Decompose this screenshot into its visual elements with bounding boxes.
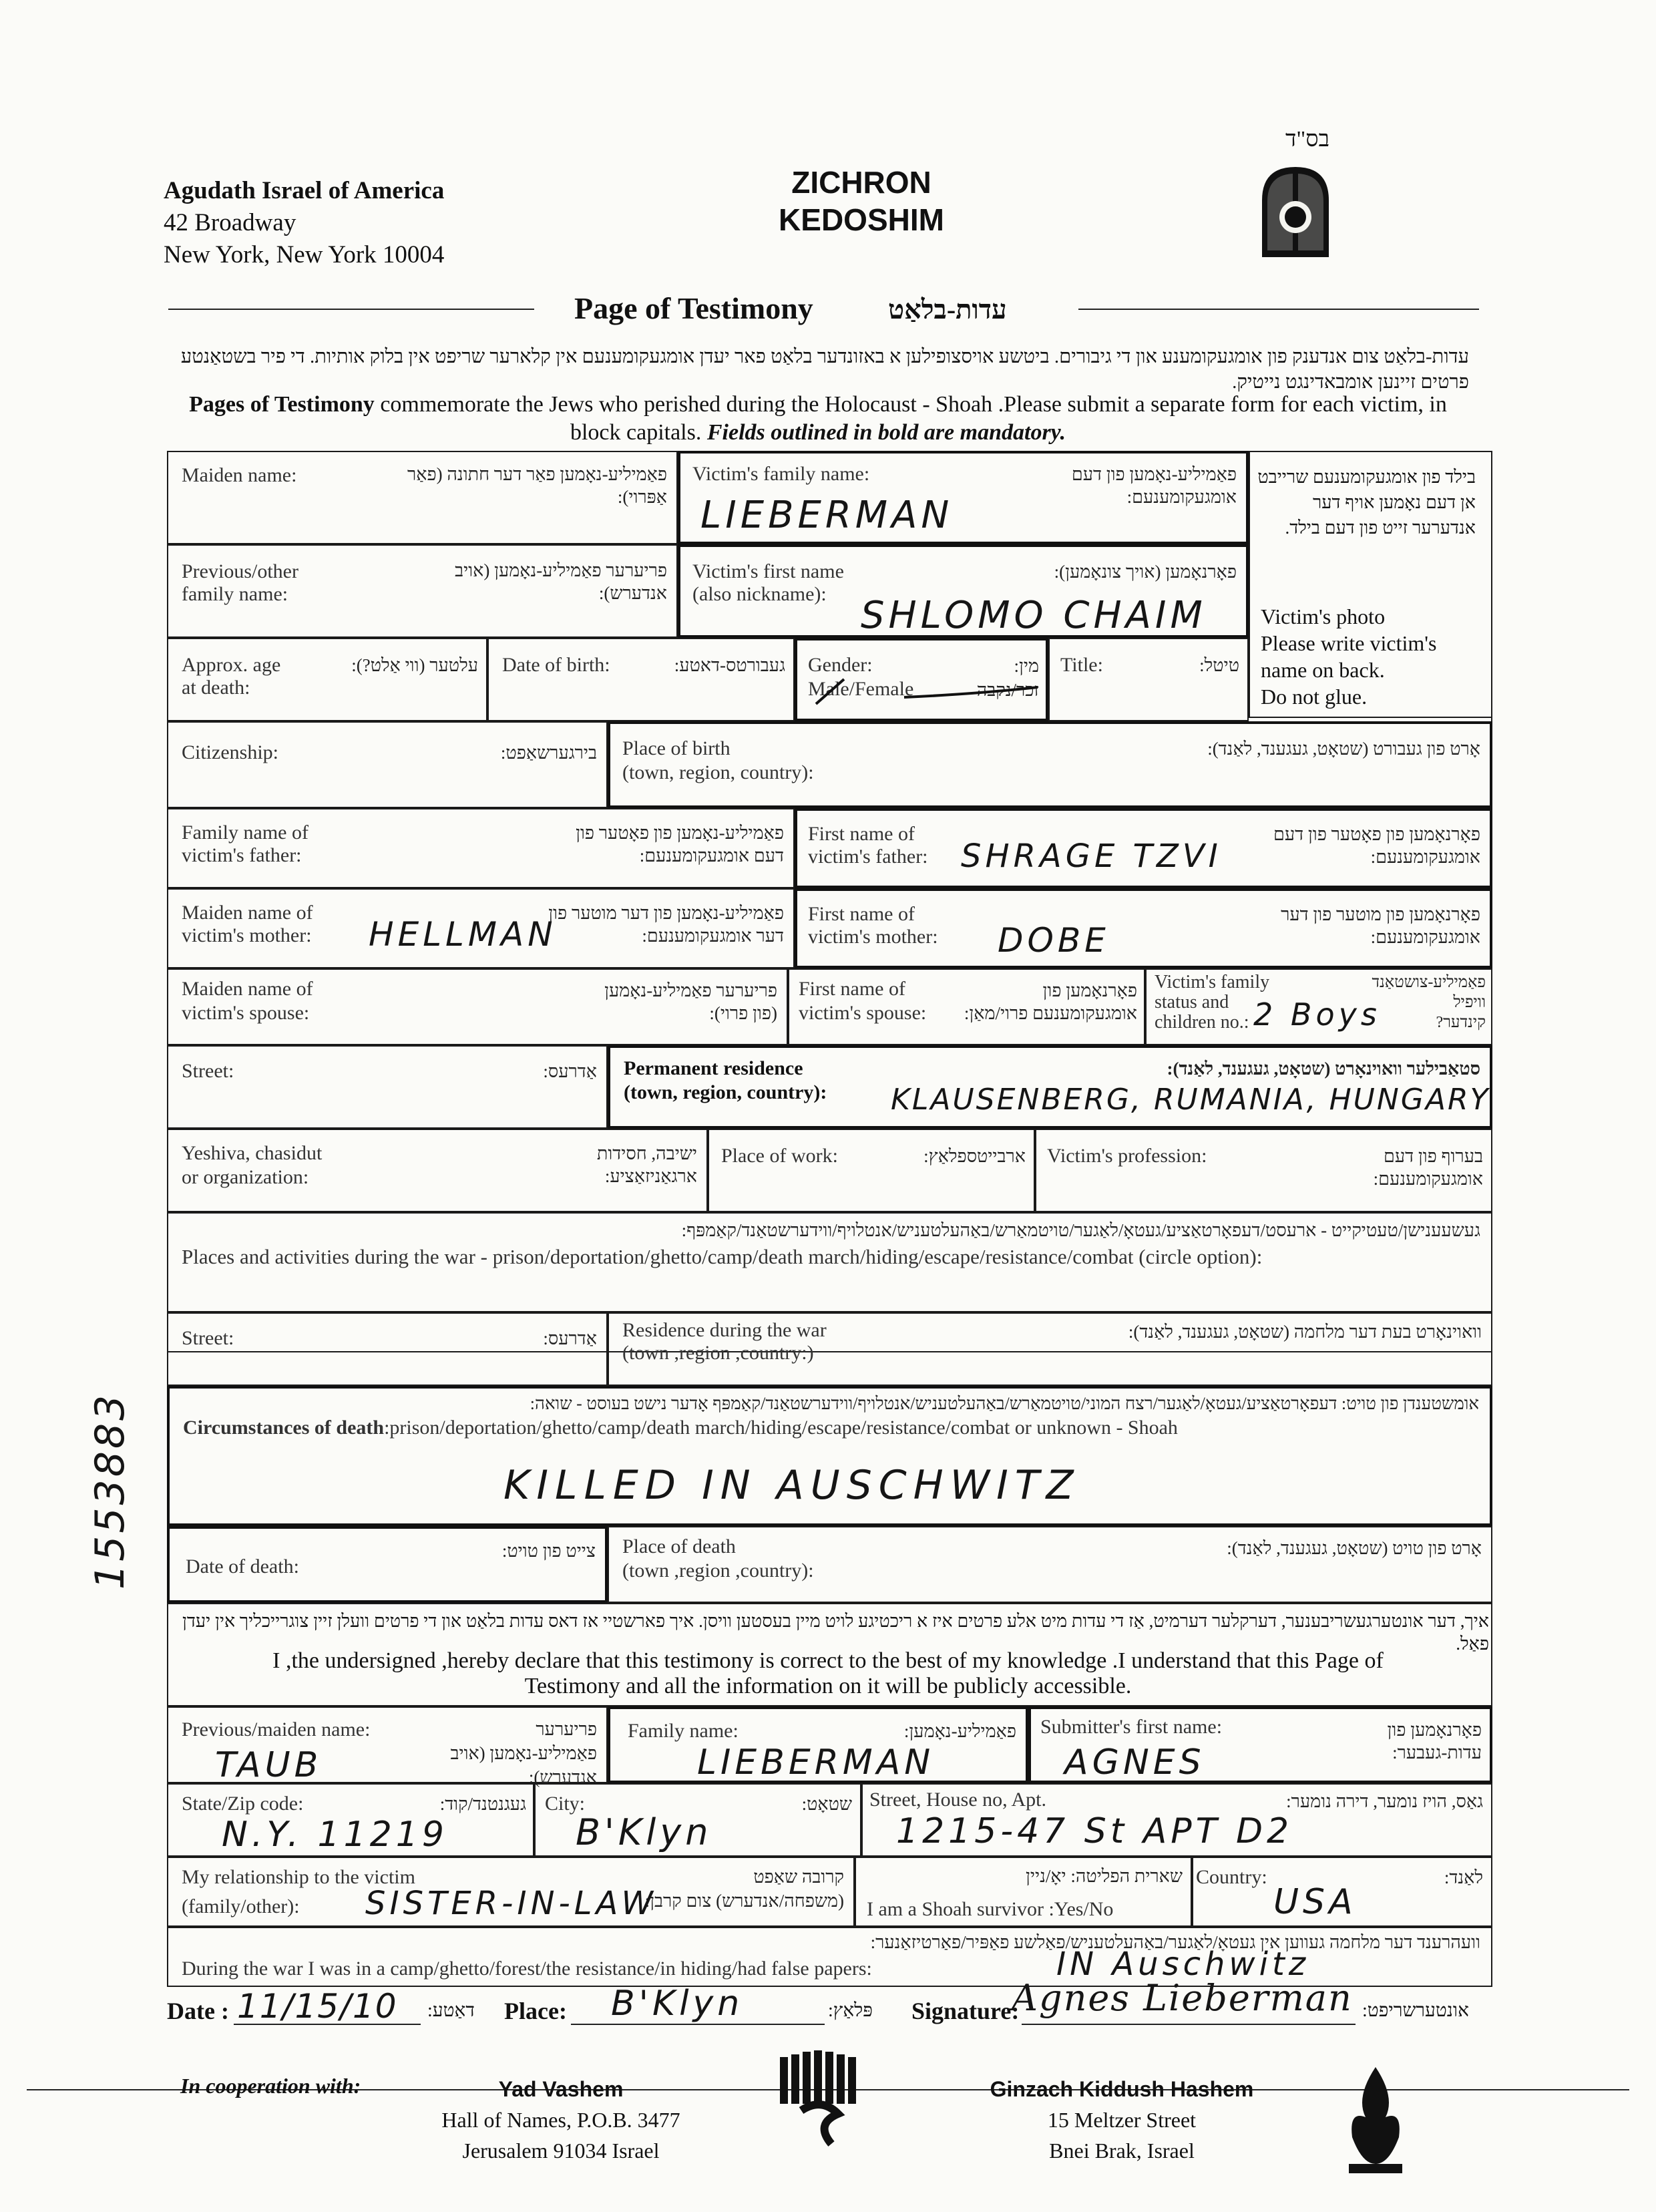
submitter-country-label: Country: [1196,1866,1267,1888]
citizenship-field[interactable] [167,721,608,808]
submitter-first-label: Submitter's first name: [1040,1716,1223,1738]
intro-english [167,391,1469,447]
place-of-work-field[interactable] [708,1129,1035,1212]
father-first-yiddish: פאָרנאָמען פון פאָטער פון דעם אומגעקומענעם: [1273,824,1480,867]
pob-label-1: Place of birth [622,737,731,759]
yad-vashem-block [414,2074,708,2166]
mother-first-name-field[interactable] [795,888,1492,968]
street-field-2[interactable] [167,1312,608,1386]
submitter-country-value: USA [1273,1882,1357,1922]
war-activities-label: Places and activities during the war - prison/deportation/ghetto/camp/death march/hiding/escape/resistance/combat (circle option): [182,1245,1263,1268]
submitter-zip-yiddish: געגנטנד/קוד: [439,1794,526,1814]
declaration-yiddish: איך, דער אונטערגעשריבענער, דערקלער דערמיט, אַז די עדות מיט אלע פרטים איז א ריכטיגע לויט מיין בעסטען וויסן. איך פארשטיי אז דאס עדות בלאַט און די פרטים וועלן זיין צוגרייכליך אין יעדן פאַל. [182,1611,1489,1654]
date-value[interactable]: 11/15/10 [237,1987,398,2026]
title-label: Title: [1060,654,1103,676]
date-yiddish: דאַטע: [427,2000,475,2021]
victim-family-name-label: Victim's family name: [692,463,870,485]
war-res-yiddish: וואוינאָרט בעת דער מלחמה (שטאָט, געגענד, לאַנד): [1128,1322,1482,1342]
street-1-label: Street: [182,1060,234,1082]
family-status-field[interactable] [1145,968,1492,1045]
submitter-city-field[interactable] [534,1783,861,1857]
date-label: Date : [167,1998,229,2024]
mother-maiden-label-2: victim's mother: [182,924,312,946]
yeshiva-label-1: Yeshiva, chasidut [182,1142,323,1164]
mother-first-label-2: victim's mother: [808,926,938,948]
pob-label-2: (town, region, country): [622,761,814,783]
spouse-first-yiddish: פאָרנאָמען פון אומגעקומענעם פרוי/מאַן: [964,980,1137,1023]
yad-vashem-address-1: Hall of Names, P.O.B. 3477 [441,2108,680,2132]
father-family-label-2: victim's father: [182,844,302,866]
age-label-1: Approx. age [182,654,281,676]
circumstances-of-death-field[interactable] [167,1386,1492,1526]
perm-res-label-1: Permanent residence [624,1057,803,1079]
citizenship-label: Citizenship: [182,741,278,763]
first-name-value: SHLOMO CHAIM [861,594,1207,637]
submitter-zip-label: State/Zip code: [182,1793,304,1815]
submitter-family-name-field[interactable] [608,1706,1028,1783]
submitter-street-label: Street, House no, Apt. [869,1789,1046,1811]
submitter-first-yiddish: פאָרנאָמען פון עדות-געבער: [1387,1720,1482,1763]
photo-label: Victim's photo [1261,604,1386,628]
submitter-family-label: Family name: [628,1720,739,1742]
gender-yiddish: מין: זכר/נקבה [976,656,1039,700]
gender-options: Male/Female [808,678,914,700]
first-name-label-2: (also nickname): [692,583,827,605]
submitter-zip-value: N.Y. 11219 [222,1815,448,1855]
yad-vashem-address-2: Jerusalem 91034 Israel [462,2139,660,2163]
spouse-first-name-field[interactable] [788,968,1145,1045]
family-status-yiddish: פאַמיליע-צושטאַנד וויפיל קינדער? [1372,974,1486,1031]
gender-label: Gender: [808,654,873,676]
mother-maiden-name-field[interactable] [167,888,795,968]
family-status-label-1: Victim's family [1155,972,1270,992]
father-first-label-2: victim's father: [808,846,928,868]
photo-note-3: Do not glue. [1261,685,1368,709]
place-of-death-field[interactable] [608,1526,1492,1603]
submitter-country-field[interactable] [1192,1857,1492,1927]
submitter-zip-field[interactable] [167,1783,534,1857]
spouse-maiden-label-2: victim's spouse: [182,1002,310,1024]
relationship-value: SISTER-IN-LAW [365,1885,657,1922]
pod-label-2: (town ,region ,country): [622,1559,814,1582]
org-city: New York, New York 10004 [164,241,445,268]
place-yiddish: פּלאַץ: [828,2000,873,2021]
submitter-family-yiddish: פאַמיליע-נאָמען: [903,1721,1016,1741]
perm-res-label-2: (town, region, country): [624,1081,827,1103]
intro-mandatory-note: Fields outlined in bold are mandatory. [701,420,1066,445]
declaration-line-1: I ,the undersigned ,hereby declare that this testimony is correct to the best of my knowledge .I understand that this Page of [272,1648,1384,1673]
family-status-label-3: children no.: [1155,1012,1249,1033]
yeshiva-yiddish: ישיבה, חסידות ארגאַניזאַציע: [596,1143,697,1186]
circumstances-label: Circumstances of death [183,1417,385,1439]
flame-logo-icon [1335,2064,1416,2177]
photo-note-2: name on back. [1261,658,1385,682]
place-label: Place: [504,1998,567,2024]
gender-strike-mark [804,667,1044,714]
header-rule-right [1078,309,1479,310]
ginzach-address-1: 15 Meltzer Street [1047,2108,1197,2132]
citizenship-yiddish: בירגערשאַפט: [500,743,597,763]
father-first-name-field[interactable] [795,808,1492,888]
street-2-yiddish: אַדרעס: [543,1328,597,1348]
submitter-family-value: LIEBERMAN [697,1742,935,1783]
signature-yiddish: אונטערשריפט: [1362,2000,1469,2021]
perm-res-yiddish: סטאַבילער וואוינאָרט (שטאָט, געגענד, לאַנד): [1167,1059,1480,1079]
title-yiddish: טיטל: [1199,655,1239,675]
first-name-label-1: Victim's first name [692,560,844,582]
organization-block [164,175,444,271]
relationship-yiddish: קרובה שאַפט (משפחה/אנדערש) צום קרבן: [644,1867,844,1911]
permanent-residence-field[interactable] [608,1045,1492,1129]
war-res-label-2: (town ,region ,country:) [622,1342,814,1364]
submitter-street-yiddish: גאַס, הויז נומער, דירה נומער: [1286,1791,1483,1811]
mother-first-label-1: First name of [808,903,915,925]
first-name-yiddish: פאָרנאָמען (אויך צונאָמען): [1054,562,1237,582]
age-label-2: at death: [182,677,250,699]
title-line-2: KEDOSHIM [779,202,944,237]
during-war-yiddish: וועהרענד דער מלחמה געווען אין געטאָ/לאַגער/באַהעלטעניש/פאַלשע פאַפּיר/פאַרטיזאַנער: [870,1932,1480,1952]
street-2-label: Street: [182,1327,234,1349]
submitter-first-name-field[interactable] [1028,1706,1492,1783]
profession-yiddish: בערוף פון דעם אומגעקומענעם: [1373,1146,1483,1189]
intro-rest: commemorate the Jews who perished during the Holocaust - Shoah .Please submit a separate form for each victim, in block capitals. [374,392,1447,445]
yad-vashem-name: Yad Vashem [498,2077,624,2101]
father-first-value: SHRAGE TZVI [961,838,1222,875]
victim-family-name-value: LIEBERMAN [700,494,954,537]
place-line [571,2024,825,2025]
date-of-death-field[interactable] [167,1526,608,1603]
gender-field[interactable] [795,638,1048,721]
dod-yiddish: צייט פון טויט: [501,1541,596,1561]
intro-bold: Pages of Testimony [189,392,375,417]
father-family-yiddish: פאַמיליע-נאָמען פון פאָטער פון דעם אומגעקומענעם: [576,823,784,866]
mother-first-yiddish: פאָרנאָמען פון מוטער פון דער אומגעקומענעם: [1281,904,1480,947]
signature-line [1022,2024,1356,2025]
war-residence-field[interactable] [608,1312,1492,1386]
dob-label: Date of birth: [502,654,610,676]
father-first-label-1: First name of [808,823,915,845]
yeshiva-field[interactable] [167,1129,708,1212]
survivor-label: I am a Shoah survivor :Yes/No [867,1898,1114,1920]
submitter-street-value: 1215-47 St APT D2 [896,1811,1293,1851]
spouse-maiden-yiddish: פריערער פאַמיליע-נאָמען (פון פרוי): [604,980,777,1023]
tablets-logo-icon [1255,160,1335,260]
pod-yiddish: אָרט פון טויט (שטאָט, געגענד, לאַנד): [1227,1538,1482,1558]
spouse-first-label-1: First name of [799,978,905,1000]
title-field[interactable] [1048,638,1249,721]
spouse-maiden-name-field[interactable] [167,968,788,1045]
date-of-birth-field[interactable] [487,638,795,721]
circumstances-yiddish: אומשטענדן פון טויט: דעפאָרטאַציע/געטאָ/לאַגער/רצח המוני/טויטמאַרש/באַהעלטעניש/אנטלויף/ווידערשטאַנד/קאַמפּף אָדער נישט בעוסט - שואה: [530,1394,1479,1413]
photo-instructions [1261,603,1481,710]
relationship-label-2: (family/other): [182,1895,300,1917]
victim-family-name-field[interactable] [678,451,1249,544]
mother-maiden-label-1: Maiden name of [182,902,313,924]
yeshiva-label-2: or organization: [182,1166,309,1188]
profession-label: Victim's profession: [1047,1145,1207,1167]
cooperation-label: In cooperation with: [180,2074,361,2098]
relationship-label-1: My relationship to the victim [182,1866,415,1888]
war-activities-yiddish: געשעענישן/טעטיקייט - ארעסט/דעפאָרטאַציע/געטאָ/לאַגער/טויטמאַרש/באַהעלטעניש/אנטלויף/ווידערשטאַנד/קאַמפּף: [681,1220,1480,1240]
ginzach-block [948,2074,1295,2166]
photo-instructions-yiddish: בילד פון אומגעקומענעם שרייבט אן דעם נאָמען אויף דער אנדערער זייט פון דעם בילד. [1257,467,1476,538]
mother-maiden-value: HELLMAN [369,915,557,954]
submitter-city-value: B'Klyn [576,1811,712,1853]
father-family-name-field[interactable] [167,808,795,888]
during-war-value: IN Auschwitz [1056,1946,1310,1983]
mother-first-value: DOBE [998,921,1110,960]
submitter-country-yiddish: לאַנד: [1444,1867,1483,1887]
pod-label-1: Place of death [622,1535,736,1557]
relationship-field[interactable] [167,1857,855,1927]
street-field-1[interactable] [167,1045,608,1129]
submitter-street-field[interactable] [861,1783,1492,1857]
declaration-line-2: Testimony and all the information on it will be publicly accessible. [524,1674,1132,1698]
father-family-label-1: Family name of [182,821,308,844]
circumstances-options: :prison/deportation/ghetto/camp/death march/hiding/escape/resistance/combat or unknown - Shoah [384,1417,1178,1439]
war-res-label-1: Residence during the war [622,1319,827,1341]
side-id-number: 1553883 [87,1392,134,1590]
place-of-birth-field[interactable] [608,721,1492,808]
photo-note-1: Please write victim's [1261,631,1437,655]
family-status-label-2: status and [1155,992,1229,1012]
dod-label: Date of death: [186,1555,299,1578]
dob-yiddish: געבורטס-דאטע: [674,655,785,675]
declaration-text [200,1648,1456,1699]
maiden-name-field[interactable] [167,451,678,544]
prev-family-label-2: family name: [182,583,288,605]
title-line-1: ZICHRON [791,165,932,200]
prev-family-label-1: Previous/other [182,560,298,582]
ginzach-name: Ginzach Kiddush Hashem [990,2077,1254,2101]
profession-field[interactable] [1035,1129,1492,1212]
victim-first-name-field[interactable] [678,544,1249,638]
maiden-name-yiddish: פאַמיליע-נאָמען פאַר דער חתונה (פאַר אַפּרוי): [407,464,667,507]
family-status-value: 2 Boys [1253,996,1381,1033]
perm-res-value: KLAUSENBERG, RUMANIA, HUNGARY [891,1083,1490,1117]
bsd-mark: בס"ד [1285,127,1329,152]
prev-family-yiddish: פריערער פאַמיליע-נאָמען (אויב אנדערש): [455,560,667,603]
menorah-logo-icon [775,2050,861,2151]
previous-family-name-field[interactable] [167,544,678,638]
during-war-label: During the war I was in a camp/ghetto/forest/the resistance/in hiding/had false papers: [182,1958,872,1980]
org-name: Agudath Israel of America [164,177,445,204]
pob-yiddish: אָרט פון געבורט (שטאָט, געגענד, לאַנד): [1207,739,1480,759]
age-yiddish: עלטער (ווי אַלט?): [351,655,478,675]
ginzach-address-2: Bnei Brak, Israel [1049,2139,1195,2163]
signature-value[interactable]: Agnes Lieberman [1012,1977,1353,2019]
victim-family-name-yiddish: פאַמיליע-נאָמען פון דעם אומגעקומענעם: [1071,464,1237,507]
mother-maiden-yiddish: פאַמיליע-נאָמען פון דער מוטער פון דער אומגעקומענעם: [548,903,784,946]
signature-label: Signature: [911,1998,1020,2024]
street-1-yiddish: אַדרעס: [543,1061,597,1081]
spouse-first-label-2: victim's spouse: [799,1002,927,1024]
survivor-field[interactable] [855,1857,1192,1927]
org-street: 42 Broadway [164,209,296,236]
submitter-prev-name-value: TAUB [215,1745,323,1785]
submitter-first-value: AGNES [1064,1742,1205,1783]
intro-yiddish: עדות-בלאַט צום אנדענק פון אומגעקומענע און די גיבורים. ביטשע אויסצופילען א באזונדער בלאַט פאר יעדן אומגעקומענעם אין קלארער שריפט אין בלוק אותיות. די פיר בשטאַנטע פרטים זיינען אומבאדינגט נייטיק. [180,346,1469,393]
place-value[interactable]: B'Klyn [611,1984,744,2024]
work-label: Place of work: [721,1145,838,1167]
spouse-maiden-label-1: Maiden name of [182,978,313,1000]
circumstances-value: KILLED IN AUSCHWITZ [503,1462,1080,1509]
page-title-yiddish: עדות-בלאַט [888,295,1007,325]
submitter-city-yiddish: שטאָט: [801,1794,852,1814]
maiden-name-label: Maiden name: [182,464,297,486]
survivor-yiddish: שארית הפליטה: יאָ/ניין [1026,1866,1183,1886]
work-yiddish: ארבייטספלאַץ: [923,1146,1026,1166]
war-activities-field[interactable] [167,1212,1492,1312]
submitter-prev-name-label: Previous/maiden name: [182,1718,371,1740]
header-rule-left [168,309,534,310]
form-title [721,164,1002,238]
submitter-city-label: City: [545,1793,586,1815]
submitter-prev-name-field[interactable] [167,1706,608,1787]
page-title: Page of Testimony [574,291,813,325]
age-at-death-field[interactable] [167,638,487,721]
submitter-prev-name-yiddish: פריערער פאַמיליע-נאָמען (אויב אנדערש): [450,1719,597,1787]
